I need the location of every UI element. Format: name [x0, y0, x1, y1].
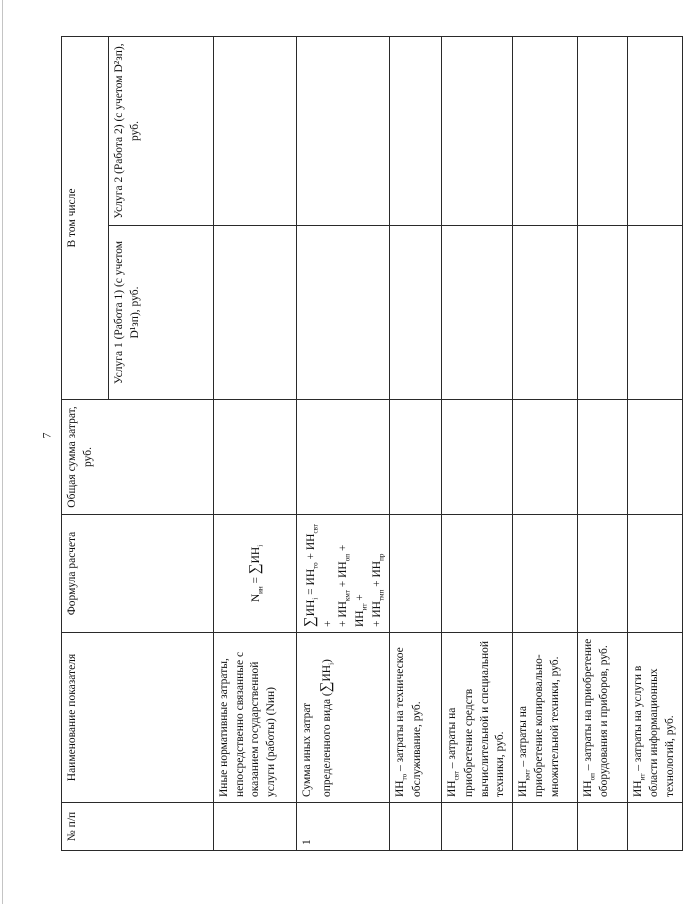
header-formula: Формула расчета [62, 515, 214, 633]
row-total [577, 400, 627, 515]
row-total [297, 400, 390, 515]
row-formula [577, 515, 627, 633]
row-name: Иные нормативные затраты, непосредственно связанные с оказанием государственной услуги (работы) (Nин) [214, 633, 297, 803]
table-row [214, 36, 297, 850]
header-service-1 [109, 226, 214, 400]
row-num [627, 803, 682, 851]
row-service-1 [512, 226, 577, 400]
header-group: В том числе [62, 36, 109, 399]
row-total [512, 400, 577, 515]
table-row [512, 36, 577, 850]
header-service-1-text: Услуга 1 (Работа 1) (с учетом D¹зп), руб. [113, 240, 141, 385]
table-row [627, 36, 682, 850]
row-formula [512, 515, 577, 633]
row-formula: $N_{ин} = \sum ИН_i$ [214, 515, 297, 633]
row-formula [390, 515, 442, 633]
row-num [390, 803, 442, 851]
row-service-1 [627, 226, 682, 400]
row-name: $ИН_{ит}$ – затраты на услуги в области информационных технологий, руб. [627, 633, 682, 803]
row-num [577, 803, 627, 851]
row-name: $ИН_{то}$ – затраты на техническое обслуживание, руб. [390, 633, 442, 803]
row-service-2 [390, 36, 442, 225]
cost-table [61, 36, 683, 851]
row-formula: $\sum ИН_i = ИН_{то} + ИН_{свт}$ + + $ИН_{кмт} + ИН_{оп} + ИН_{ит}$ + + $ИН_{тмп} + ИН_{пр}$ [297, 515, 390, 633]
table-row [390, 36, 442, 850]
row-formula [627, 515, 682, 633]
row-service-2 [214, 36, 297, 225]
table-row [577, 36, 627, 850]
row-name: Сумма иных затрат определенного вида $(\sum ИН_i)$ [297, 633, 390, 803]
row-name: $ИН_{оп}$ – затраты на приобретение оборудования и приборов, руб. [577, 633, 627, 803]
row-formula [442, 515, 512, 633]
header-service-2 [109, 36, 214, 225]
row-num [512, 803, 577, 851]
row-service-1 [214, 226, 297, 400]
row-num [214, 803, 297, 851]
row-service-1 [297, 226, 390, 400]
row-service-2 [627, 36, 682, 225]
row-num: 1 [297, 803, 390, 851]
row-service-2 [442, 36, 512, 225]
row-name: $ИН_{свт}$ – затраты на приобретение средств вычислительной и специальной техники, руб. [442, 633, 512, 803]
rotated-table-container [61, 37, 676, 851]
row-name: $ИН_{кмт}$ – затраты на приобретение копировально-множительной техники, руб. [512, 633, 577, 803]
row-total [627, 400, 682, 515]
row-total [390, 400, 442, 515]
page-margin-line [2, 0, 3, 904]
row-service-2 [577, 36, 627, 225]
row-service-2 [297, 36, 390, 225]
row-num [442, 803, 512, 851]
header-name: Наименование показателя [62, 633, 214, 803]
header-total: Общая сумма затрат, руб. [62, 400, 214, 515]
row-service-1 [577, 226, 627, 400]
header-service-2-text: Услуга 2 (Работа 2) (с учетом D²зп), руб. [113, 43, 141, 219]
row-service-1 [390, 226, 442, 400]
row-service-1 [442, 226, 512, 400]
row-service-2 [512, 36, 577, 225]
header-num: № п/п [62, 803, 214, 851]
row-total [214, 400, 297, 515]
table-row [297, 36, 390, 850]
row-total [442, 400, 512, 515]
page-number: 7 [39, 432, 54, 439]
table-row [442, 36, 512, 850]
